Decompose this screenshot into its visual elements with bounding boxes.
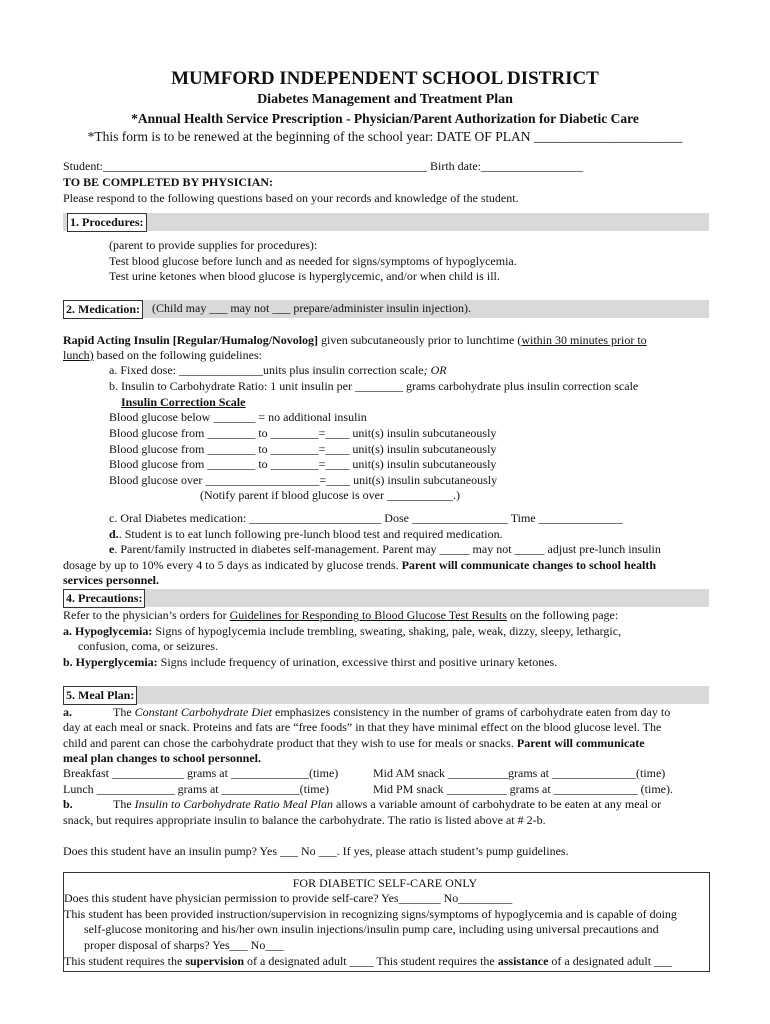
hypoglycemia-line-2: confusion, coma, or seizures. <box>78 639 218 653</box>
procedures-line: Test urine ketones when blood glucose is hyperglycemic, and/or when child is ill. <box>109 269 500 283</box>
plan-subtitle: *Annual Health Service Prescription - Physician/Parent Authorization for Diabetic Care <box>131 111 639 126</box>
procedures-line: (parent to provide supplies for procedures): <box>109 238 318 252</box>
district-title: MUMFORD INDEPENDENT SCHOOL DISTRICT <box>171 68 599 89</box>
ratio-line[interactable]: b. Insulin to Carbohydrate Ratio: 1 unit insulin per ________ grams carbohydrate plus insulin correction scale <box>109 379 639 393</box>
meal-b-line: b. The Insulin to Carbohydrate Ratio Meal Plan allows a variable amount of carbohydrate to be eaten at any meal or <box>63 797 662 811</box>
lunch-line[interactable]: Lunch _____________ grams at _____________(time) <box>63 782 329 796</box>
meal-plan-label: 5. Meal Plan: <box>63 686 137 705</box>
procedures-line: Test blood glucose before lunch and as needed for signs/symptoms of hypoglycemia. <box>109 254 517 268</box>
precautions-bar <box>63 589 709 607</box>
medication-label: 2. Medication: <box>63 300 143 319</box>
physician-heading: TO BE COMPLETED BY PHYSICIAN: <box>63 175 274 189</box>
meal-a-line-4: meal plan changes to school personnel. <box>63 751 262 765</box>
self-care-instruction-3[interactable]: proper disposal of sharps? Yes___ No___ <box>84 938 284 952</box>
breakfast-line[interactable]: Breakfast ____________ grams at _____________(time) <box>63 766 339 780</box>
meal-plan-bar <box>63 686 709 704</box>
hyperglycemia-line: b. Hyperglycemia: Signs include frequency of urination, excessive thirst and positive urinary ketones. <box>63 655 558 669</box>
self-care-instruction: This student has been provided instruction/supervision in recognizing signs/symptoms of hypoglycemia and is capable of doing <box>64 907 677 921</box>
insulin-pump-line[interactable]: Does this student have an insulin pump? Yes ___ No ___. If yes, please attach student’s pump guidelines. <box>63 844 569 858</box>
meal-b-line-2: snack, but requires appropriate insulin to balance the carbohydrate. The ratio is listed above at # 2-b. <box>63 813 546 827</box>
self-care-instruction-2: self-glucose monitoring and his/her own insulin injections/insulin pump care, including using universal precautions and <box>84 922 659 936</box>
respond-note: Please respond to the following questions based on your records and knowledge of the student. <box>63 191 519 205</box>
meal-a-line-2: day at each meal or snack. Proteins and fats are “free foods” in that they have minimal effect on the blood glucose level. The <box>63 720 662 734</box>
item-e-line-2: dosage by up to 10% every 4 to 5 days as indicated by glucose trends. Parent will communicate changes to school health <box>63 558 657 572</box>
fixed-dose-line[interactable]: a. Fixed dose: ______________units plus insulin correction scale; OR <box>109 363 447 377</box>
plan-title: Diabetes Management and Treatment Plan <box>257 92 513 107</box>
renew-note: *This form is to be renewed at the beginning of the school year: DATE OF PLAN ______________________ <box>87 129 683 144</box>
scale-row[interactable]: Blood glucose from ________ to ________=____ unit(s) insulin subcutaneously <box>109 426 497 440</box>
student-line[interactable]: Student:______________________________________________________ Birth date:_________________ <box>63 159 583 173</box>
meal-a-line: a. The Constant Carbohydrate Diet emphasizes consistency in the number of grams of carbohydrate eaten from day to <box>63 705 671 719</box>
procedures-bar <box>63 213 709 231</box>
self-care-title: FOR DIABETIC SELF-CARE ONLY <box>292 876 478 890</box>
precautions-label: 4. Precautions: <box>63 589 145 608</box>
rapid-insulin-line-2: lunch) based on the following guidelines: <box>63 348 262 362</box>
item-e-line-3: services personnel. <box>63 573 159 587</box>
scale-row[interactable]: Blood glucose from ________ to ________=____ unit(s) insulin subcutaneously <box>109 442 497 456</box>
item-d-line: d.. Student is to eat lunch following pre-lunch blood test and required medication. <box>109 527 503 541</box>
self-care-permission[interactable]: Does this student have physician permission to provide self-care? Yes_______ No_________ <box>64 891 513 905</box>
refer-line: Refer to the physician’s orders for Guidelines for Responding to Blood Glucose Test Results on the following page: <box>63 608 619 622</box>
medication-inline[interactable]: (Child may ___ may not ___ prepare/administer insulin injection). <box>152 301 471 315</box>
meal-a-line-3: child and parent can chose the carbohydrate product that they wish to use for meals or snacks. Parent will communicate <box>63 736 645 750</box>
scale-row[interactable]: Blood glucose from ________ to ________=____ unit(s) insulin subcutaneously <box>109 457 497 471</box>
item-e-line[interactable]: e. Parent/family instructed in diabetes self-management. Parent may _____ may not _____ adjust pre-lunch insulin <box>109 542 661 556</box>
oral-medication-line[interactable]: c. Oral Diabetes medication: ______________________ Dose ________________ Time ______________ <box>109 511 623 525</box>
self-care-supervision[interactable]: This student requires the supervision of a designated adult ____ This student requires the assistance of a designated adult ___ <box>64 954 673 968</box>
mid-am-snack-line[interactable]: Mid AM snack __________grams at ______________(time) <box>373 766 666 780</box>
procedures-label: 1. Procedures: <box>67 213 147 232</box>
hypoglycemia-line: a. Hypoglycemia: Signs of hypoglycemia include trembling, sweating, shaking, pale, weak, dizzy, sleepy, lethargic, <box>63 624 622 638</box>
scale-row[interactable]: Blood glucose below _______ = no additional insulin <box>109 410 367 424</box>
correction-scale-title: Insulin Correction Scale <box>121 395 246 409</box>
notify-line[interactable]: (Notify parent if blood glucose is over ___________.) <box>200 488 460 502</box>
mid-pm-snack-line[interactable]: Mid PM snack __________ grams at ______________ (time). <box>373 782 673 796</box>
scale-row[interactable]: Blood glucose over ___________________=____ unit(s) insulin subcutaneously <box>109 473 498 487</box>
rapid-insulin-line: Rapid Acting Insulin [Regular/Humalog/Novolog] given subcutaneously prior to lunchtime (within 30 minutes prior to <box>63 333 647 347</box>
